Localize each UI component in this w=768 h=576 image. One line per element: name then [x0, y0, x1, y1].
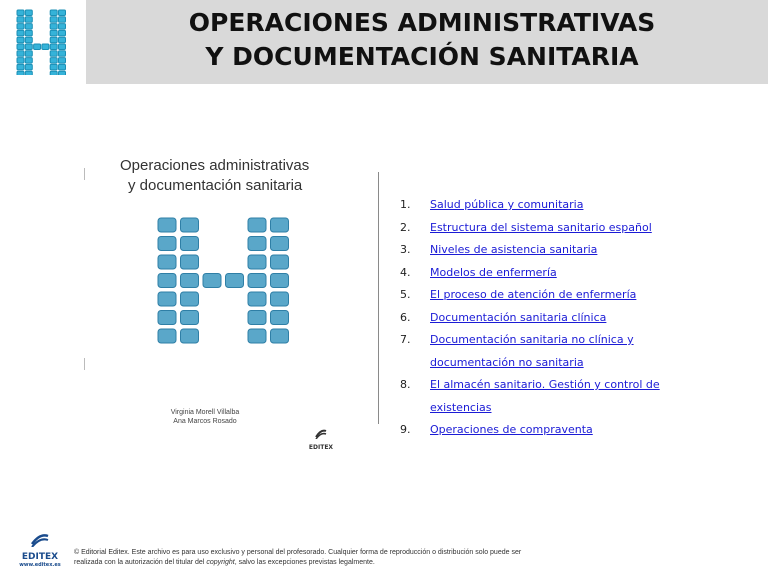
unit-number: 2.: [400, 220, 411, 234]
cyan-block-letter-h-icon: [16, 9, 68, 75]
title-line-2: Y DOCUMENTACIÓN SANITARIA: [205, 42, 639, 71]
unit-number: 5.: [400, 288, 411, 301]
unit-link[interactable]: El almacén sanitario. Gestión y control de existencias: [430, 378, 660, 414]
units-list: [400, 194, 720, 442]
cover-publisher-name: EDITEX: [308, 444, 334, 451]
page-title: [86, 6, 758, 74]
vertical-divider: [378, 172, 379, 424]
unit-link[interactable]: Modelos de enfermería: [430, 265, 557, 279]
unit-number: 3.: [400, 243, 411, 256]
editex-swoosh-icon: [314, 429, 328, 439]
copyright-notice: © Editorial Editex. Este archivo es para uso exclusivo y personal del profesorado. Cualquier forma de reproducción o distribución solo puede ser realizada con la autorización del titular del copyright, salvo las excepciones previstas legalmente.: [74, 549, 522, 566]
editex-url: www.editex.es: [19, 562, 61, 568]
unit-link[interactable]: Estructura del sistema sanitario español: [430, 220, 652, 234]
unit-list-item: [400, 194, 720, 217]
cover-title-line-2: y documentación sanitaria: [128, 177, 303, 194]
unit-number: 6.: [400, 310, 411, 324]
unit-link[interactable]: Salud pública y comunitaria: [430, 198, 584, 211]
unit-link[interactable]: Operaciones de compraventa: [430, 423, 593, 436]
unit-link[interactable]: Documentación sanitaria no clínica y documentación no sanitaria: [430, 333, 634, 369]
cover-h-illustration: [86, 148, 346, 448]
unit-link[interactable]: Documentación sanitaria clínica: [430, 310, 607, 324]
unit-list-item: [400, 262, 720, 285]
unit-list-item: [400, 217, 720, 240]
cover-author: Virginia Morell Villalba: [170, 409, 240, 416]
unit-number: 7.: [400, 333, 411, 346]
cover-edge-mark: [84, 358, 85, 370]
unit-list-item: [400, 419, 720, 442]
cover-title-line-1: Operaciones administrativas: [120, 157, 310, 174]
cover-author: Ana Marcos Rosado: [173, 418, 237, 425]
editex-footer-logo: [18, 533, 62, 569]
cover-edge-mark: [84, 168, 85, 180]
unit-list-item: [400, 284, 720, 307]
title-line-1: OPERACIONES ADMINISTRATIVAS: [188, 8, 656, 37]
editex-swoosh-icon: [29, 533, 51, 547]
unit-link[interactable]: El proceso de atención de enfermería: [430, 288, 637, 301]
unit-list-item: [400, 374, 720, 419]
unit-number: 8.: [400, 378, 411, 391]
unit-list-item: [400, 307, 720, 330]
cover-authors: [150, 408, 260, 426]
cover-publisher-logo: [306, 426, 336, 451]
unit-link[interactable]: Niveles de asistencia sanitaria: [430, 243, 598, 256]
unit-list-item: [400, 329, 720, 374]
editex-brand-name: EDITEX: [21, 552, 59, 562]
unit-number: 1.: [400, 198, 411, 211]
unit-list-item: [400, 239, 720, 262]
unit-number: 4.: [400, 265, 411, 279]
unit-number: 9.: [400, 423, 411, 436]
